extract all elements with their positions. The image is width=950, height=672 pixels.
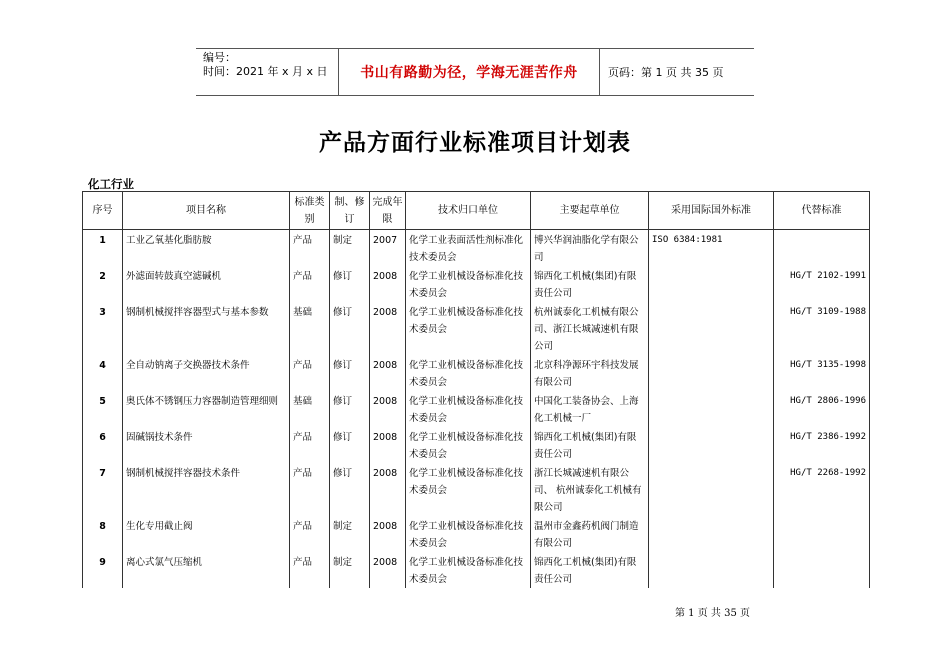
table-row (83, 463, 870, 516)
cell-action: 修订 (330, 266, 370, 302)
cell-replace: HG/T 2806-1996 (774, 391, 870, 427)
cell-type: 基础 (290, 302, 330, 355)
header-col-replace: 代替标准 (774, 192, 870, 230)
cell-replace (774, 230, 870, 267)
table-row (83, 552, 870, 588)
cell-intl (649, 266, 774, 302)
cell-replace: HG/T 3109-1988 (774, 302, 870, 355)
cell-tc: 化学工业机械设备标准化技术委员会 (406, 355, 531, 391)
time-label: 时间：2021 年 x 月 x 日 (203, 65, 328, 78)
cell-action: 制定 (330, 230, 370, 267)
table-row (83, 516, 870, 552)
cell-replace: HG/T 2268-1992 (774, 463, 870, 516)
cell-action: 修订 (330, 391, 370, 427)
cell-name: 钢制机械搅拌容器技术条件 (123, 463, 290, 516)
cell-drafter: 杭州诚泰化工机械有限公司、浙江长城减速机有限公司 (531, 302, 649, 355)
cell-drafter: 锦西化工机械(集团)有限责任公司 (531, 266, 649, 302)
standards-table (82, 191, 870, 588)
cell-tc: 化学工业机械设备标准化技术委员会 (406, 552, 531, 588)
table-row (83, 427, 870, 463)
cell-intl (649, 516, 774, 552)
cell-replace (774, 516, 870, 552)
cell-tc: 化学工业机械设备标准化技术委员会 (406, 516, 531, 552)
standards-table-wrap (82, 191, 869, 588)
table-body (83, 230, 870, 589)
cell-name: 固碱锅技术条件 (123, 427, 290, 463)
document-title: 产品方面行业标准项目计划表 (319, 130, 631, 156)
cell-year: 2008 (370, 463, 406, 516)
cell-name: 离心式氯气压缩机 (123, 552, 290, 588)
cell-action: 修订 (330, 463, 370, 516)
header-col-tc: 技术归口单位 (406, 192, 531, 230)
header-col-year: 完成年限 (370, 192, 406, 230)
cell-year: 2008 (370, 355, 406, 391)
cell-no: 3 (83, 302, 123, 355)
header-col-name: 项目名称 (123, 192, 290, 230)
cell-year: 2008 (370, 391, 406, 427)
motto: 书山有路勤为径，学海无涯苦作舟 (338, 49, 600, 95)
cell-name: 全自动钠离子交换器技术条件 (123, 355, 290, 391)
cell-tc: 化学工业机械设备标准化技术委员会 (406, 463, 531, 516)
cell-no: 4 (83, 355, 123, 391)
table-row (83, 355, 870, 391)
cell-replace: HG/T 2386-1992 (774, 427, 870, 463)
cell-no: 8 (83, 516, 123, 552)
cell-year: 2008 (370, 427, 406, 463)
cell-type: 产品 (290, 355, 330, 391)
header-meta (196, 49, 338, 95)
cell-no: 1 (83, 230, 123, 267)
cell-no: 6 (83, 427, 123, 463)
cell-tc: 化学工业机械设备标准化技术委员会 (406, 391, 531, 427)
cell-action: 修订 (330, 355, 370, 391)
cell-type: 产品 (290, 552, 330, 588)
cell-no: 7 (83, 463, 123, 516)
cell-intl (649, 391, 774, 427)
cell-drafter: 温州市金鑫药机阀门制造有限公司 (531, 516, 649, 552)
cell-intl (649, 355, 774, 391)
cell-no: 2 (83, 266, 123, 302)
cell-name: 外滤面转鼓真空滤碱机 (123, 266, 290, 302)
cell-name: 工业乙氧基化脂肪胺 (123, 230, 290, 267)
cell-year: 2008 (370, 302, 406, 355)
cell-tc: 化学工业机械设备标准化技术委员会 (406, 427, 531, 463)
cell-intl (649, 463, 774, 516)
cell-drafter: 锦西化工机械(集团)有限责任公司 (531, 427, 649, 463)
cell-type: 产品 (290, 266, 330, 302)
cell-type: 产品 (290, 516, 330, 552)
cell-year: 2008 (370, 552, 406, 588)
table-row (83, 230, 870, 267)
header-col-no: 序号 (83, 192, 123, 230)
cell-tc: 化学工业机械设备标准化技术委员会 (406, 302, 531, 355)
cell-tc: 化学工业表面活性剂标准化技术委员会 (406, 230, 531, 267)
cell-tc: 化学工业机械设备标准化技术委员会 (406, 266, 531, 302)
cell-replace (774, 552, 870, 588)
table-row (83, 302, 870, 355)
section-title: 化工行业 (88, 177, 134, 191)
cell-action: 修订 (330, 427, 370, 463)
header-col-action: 制、修订 (330, 192, 370, 230)
cell-intl (649, 302, 774, 355)
table-row (83, 391, 870, 427)
cell-year: 2007 (370, 230, 406, 267)
cell-drafter: 北京科净源环宇科技发展有限公司 (531, 355, 649, 391)
cell-type: 产品 (290, 463, 330, 516)
cell-drafter: 博兴华润油脂化学有限公司 (531, 230, 649, 267)
header-col-type: 标准类别 (290, 192, 330, 230)
cell-replace: HG/T 2102-1991 (774, 266, 870, 302)
cell-year: 2008 (370, 266, 406, 302)
cell-no: 5 (83, 391, 123, 427)
cell-type: 产品 (290, 427, 330, 463)
cell-type: 基础 (290, 391, 330, 427)
cell-no: 9 (83, 552, 123, 588)
page-footer: 第 1 页 共 35 页 (675, 608, 750, 619)
cell-name: 生化专用截止阀 (123, 516, 290, 552)
page-info: 页码：第 1 页 共 35 页 (608, 66, 724, 79)
table-row (83, 266, 870, 302)
cell-action: 制定 (330, 552, 370, 588)
header-col-drafter: 主要起草单位 (531, 192, 649, 230)
cell-intl: ISO 6384:1981 (649, 230, 774, 267)
table-header-row (83, 192, 870, 230)
cell-type: 产品 (290, 230, 330, 267)
cell-year: 2008 (370, 516, 406, 552)
cell-intl (649, 427, 774, 463)
cell-intl (649, 552, 774, 588)
cell-name: 钢制机械搅拌容器型式与基本参数 (123, 302, 290, 355)
cell-drafter: 浙江长城减速机有限公司、 杭州诚泰化工机械有限公司 (531, 463, 649, 516)
cell-replace: HG/T 3135-1998 (774, 355, 870, 391)
header-col-intl: 采用国际国外标准 (649, 192, 774, 230)
cell-drafter: 锦西化工机械(集团)有限责任公司 (531, 552, 649, 588)
cell-drafter: 中国化工装备协会、上海化工机械一厂 (531, 391, 649, 427)
cell-action: 制定 (330, 516, 370, 552)
cell-action: 修订 (330, 302, 370, 355)
cell-name: 奥氏体不锈钢压力容器制造管理细则 (123, 391, 290, 427)
page-header (196, 48, 754, 96)
number-label: 编号： (203, 51, 236, 64)
